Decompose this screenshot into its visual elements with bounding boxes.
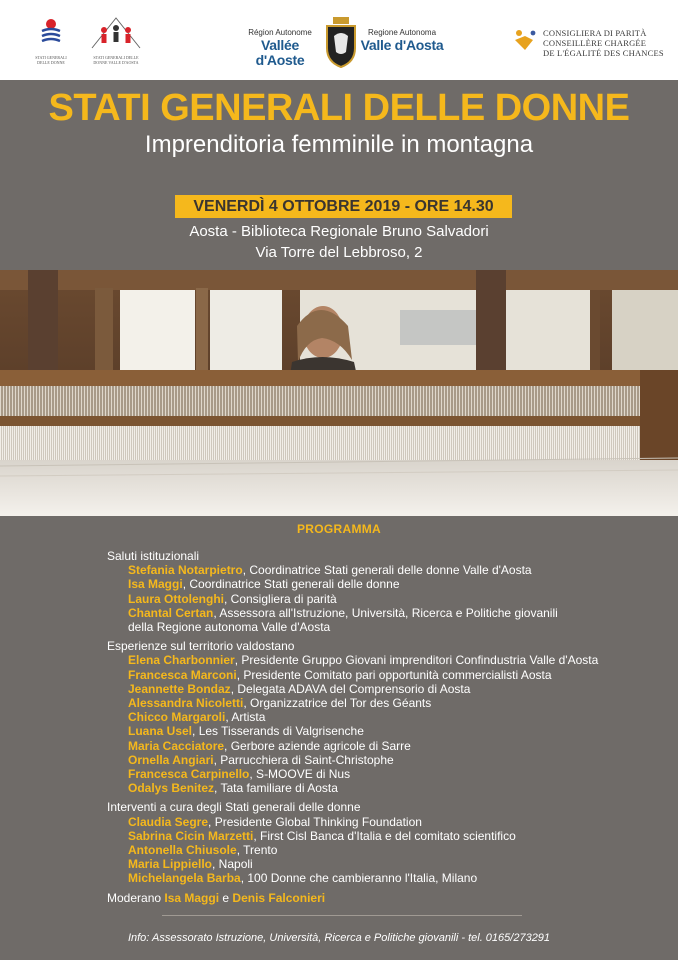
speaker-name: Maria Lippiello: [128, 857, 213, 872]
list-item: [107, 606, 667, 620]
region-fr-big: Vallée d'Aoste: [255, 37, 305, 68]
footer-info: Info: Assessorato Istruzione, Università, Ricerca e Politiche giovanili - tel. 0165/273291: [127, 932, 551, 944]
speaker-name: Francesca Carpinello: [128, 767, 250, 782]
consigliera-icon: [513, 28, 539, 54]
list-item: [107, 871, 667, 885]
list-item: [107, 857, 667, 871]
moderano-conj: e: [219, 890, 233, 905]
speaker-name: Michelangela Barba: [128, 871, 241, 886]
region-it-big: Valle d'Aosta: [360, 37, 444, 53]
logo-header: [0, 0, 678, 80]
speaker-role: , Parrucchiera di Saint-Christophe: [213, 752, 394, 767]
moderator-name: Denis Falconieri: [232, 890, 326, 905]
list-item: [107, 563, 667, 577]
speaker-role: , Trento: [236, 843, 278, 858]
speaker-role: , Assessora all'Istruzione, Università, Ricerca e Politiche giovanili: [213, 605, 558, 620]
list-item: [107, 829, 667, 843]
stati-generali-logo-text: STATI GENERALI DELLE DONNE: [35, 55, 67, 65]
list-item: [107, 682, 667, 696]
speaker-role: della Regione autonoma Valle d'Aosta: [128, 620, 331, 635]
section-heading: Interventi a cura degli Stati generali delle donne: [107, 800, 361, 815]
list-item: [107, 815, 667, 829]
list-item: [107, 620, 667, 634]
region-it-logo: [360, 28, 444, 53]
event-subtitle: Imprenditoria femminile in montagna: [144, 131, 534, 158]
speaker-name: Alessandra Nicoletti: [128, 696, 244, 711]
moderator-name: Isa Maggi: [164, 890, 220, 905]
speaker-name: Chicco Margaroli: [128, 710, 226, 725]
speaker-role: , Organizzatrice del Tor des Géants: [243, 696, 432, 711]
stati-generali-logo: [34, 16, 68, 64]
event-venue: Aosta - Biblioteca Regionale Bruno Salvadori: [189, 223, 489, 240]
section-heading: Saluti istituzionali: [107, 549, 200, 563]
programma-heading: PROGRAMMA: [296, 522, 382, 536]
list-item: [107, 739, 667, 753]
consigliera-line1: CONSIGLIERA DI PARITÀ: [543, 28, 647, 38]
speaker-name: Claudia Segre: [128, 814, 209, 829]
speaker-role: , Presidente Comitato pari opportunità commercialisti Aosta: [236, 667, 552, 682]
list-item: [107, 696, 667, 710]
moderano-line: [107, 891, 667, 905]
weaving-loom-photo: [0, 270, 678, 516]
figures-icon: [86, 14, 146, 50]
speaker-role: , Artista: [225, 710, 266, 725]
speaker-name: Luana Usel: [128, 724, 193, 739]
list-item: [107, 781, 667, 795]
section-heading: Esperienze sul territorio valdostano: [107, 639, 295, 654]
list-item: [107, 592, 667, 606]
region-fr-logo: [238, 28, 322, 68]
speaker-role: , S-MOOVE di Nus: [249, 767, 351, 782]
speaker-role: , Les Tisserands di Valgrisenche: [192, 724, 364, 739]
speaker-name: Jeannette Bondaz: [128, 681, 231, 696]
speaker-role: , Presidente Gruppo Giovani imprenditori Confindustria Valle d'Aosta: [234, 653, 599, 668]
list-item: [107, 710, 667, 724]
speaker-role: , Napoli: [212, 857, 253, 872]
speaker-role: , Consigliera di parità: [224, 591, 337, 606]
speaker-name: Laura Ottolenghi: [128, 591, 224, 606]
list-item: [107, 767, 667, 781]
section-esperienze: [107, 639, 667, 795]
stati-generali-logo-icon: [34, 16, 68, 50]
region-fr-small: Région Autonome: [248, 28, 312, 37]
speaker-name: Chantal Certan: [128, 605, 214, 620]
speaker-name: Antonella Chiusole: [128, 843, 237, 858]
event-address: Via Torre del Lebbroso, 2: [255, 244, 423, 261]
footer-divider: [162, 915, 522, 916]
speaker-name: Elena Charbonnier: [128, 653, 235, 668]
speaker-role: , Delegata ADAVA del Comprensorio di Aosta: [230, 681, 471, 696]
speaker-name: Maria Cacciatore: [128, 738, 225, 753]
speaker-name: Sabrina Cicin Marzetti: [128, 828, 254, 843]
speaker-role: , Tata familiare di Aosta: [214, 781, 338, 796]
speaker-name: Francesca Marconi: [128, 667, 237, 682]
speaker-name: Odalys Benitez: [128, 781, 215, 796]
program-list: [107, 549, 667, 905]
speaker-role: , 100 Donne che cambieranno l'Italia, Milano: [240, 871, 478, 886]
speaker-role: , Presidente Global Thinking Foundation: [208, 814, 422, 829]
region-shield-icon: [324, 16, 358, 68]
speaker-name: Isa Maggi: [128, 577, 183, 592]
event-title: STATI GENERALI DELLE DONNE: [48, 87, 630, 129]
consigliera-line3: DE L'ÉGALITÉ DES CHANCES: [543, 48, 664, 58]
speaker-name: Stefania Notarpietro: [128, 563, 243, 578]
speaker-role: , Coordinatrice Stati generali delle donne Valle d'Aosta: [242, 563, 532, 578]
section-interventi: [107, 800, 667, 885]
consigliera-line2: CONSEILLÈRE CHARGÉE: [543, 38, 647, 48]
list-item: [107, 668, 667, 682]
speaker-name: Ornella Angiari: [128, 752, 214, 767]
list-item: [107, 724, 667, 738]
event-date: VENERDÌ 4 OTTOBRE 2019 - ORE 14.30: [175, 195, 512, 218]
moderano-prefix: Moderano: [107, 890, 165, 905]
list-item: [107, 653, 667, 667]
region-it-small: Regione Autonoma: [367, 28, 437, 37]
stati-generali-vda-logo: [86, 14, 146, 66]
list-item: [107, 577, 667, 591]
section-saluti: [107, 549, 667, 634]
list-item: [107, 753, 667, 767]
stati-generali-vda-text: STATI GENERALI DELLE DONNE VALLE D'AOSTA: [93, 55, 139, 65]
speaker-role: , First Cisl Banca d'Italia e del comitato scientifico: [253, 828, 516, 843]
consigliera-text: [543, 28, 664, 58]
speaker-role: , Coordinatrice Stati generali delle donne: [182, 577, 400, 592]
list-item: [107, 843, 667, 857]
speaker-role: , Gerbore aziende agricole di Sarre: [224, 738, 411, 753]
